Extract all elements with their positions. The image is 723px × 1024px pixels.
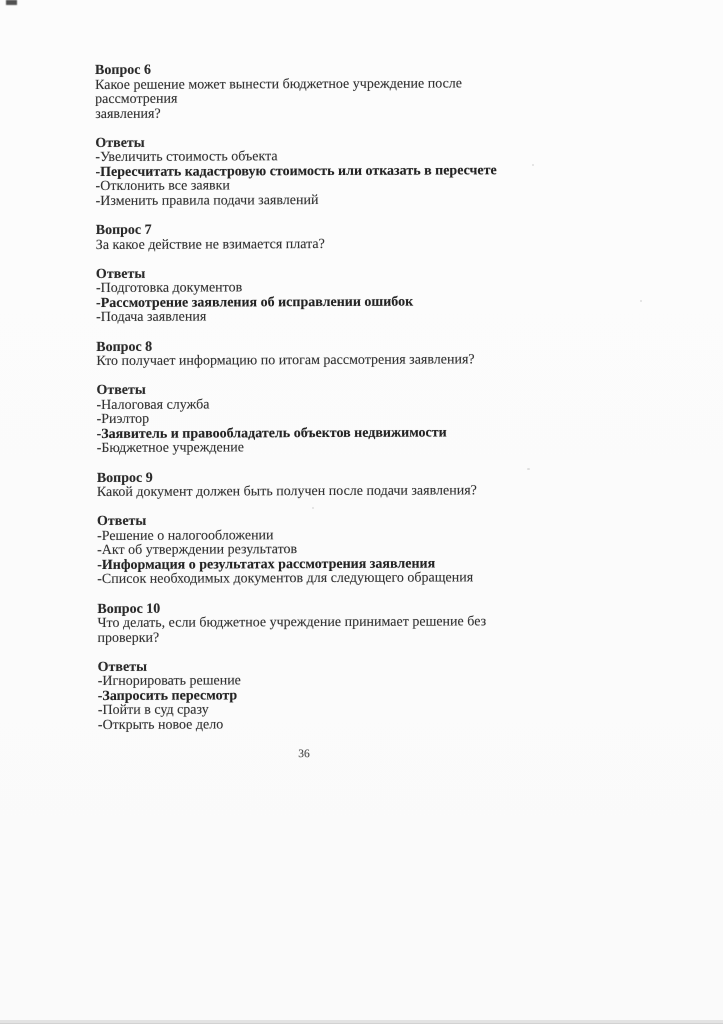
answers-label: Ответы [95, 266, 146, 282]
question-text-line: За какое действие не взимается плата? [95, 236, 325, 253]
answer-option: -Акт об утверждении результатов [97, 542, 298, 558]
answer-option: -Отклонить все заявки [95, 178, 230, 194]
question-heading: Вопрос 7 [95, 222, 152, 238]
answers-label: Ответы [96, 513, 147, 529]
answers-list [96, 397, 520, 457]
answer-option: -Изменить правила подачи заявлений [95, 192, 319, 209]
question-heading: Вопрос 6 [94, 62, 151, 78]
answers-label: Ответы [96, 382, 146, 398]
answers-list [96, 280, 520, 325]
answer-option: -Список необходимых документов для следующего обращения [97, 570, 474, 587]
document-content [95, 62, 522, 762]
question-block [96, 222, 520, 325]
question-heading: Вопрос 10 [97, 601, 161, 617]
question-block [95, 62, 520, 209]
answer-option: -Подача заявления [96, 309, 207, 325]
answer-option-correct: -Запросить пересмотр [97, 687, 238, 704]
page-number: 36 [298, 748, 310, 761]
question-text-line: Какое решение может вынести бюджетное учреждение после рассмотрения [95, 75, 463, 107]
question-block [96, 339, 521, 457]
answer-option: -Риэлтор [96, 411, 150, 427]
scan-bottom-edge-artifact [0, 1020, 723, 1024]
answers-list [98, 673, 522, 733]
answer-option: -Налоговая служба [96, 397, 210, 413]
scan-speck [527, 468, 530, 470]
scan-speck [532, 164, 534, 166]
answer-option: -Бюджетное учреждение [96, 440, 244, 456]
question-text-line: Кто получает информацию по итогам рассмотрения заявления? [96, 352, 475, 369]
question-text-line: Какой документ должен быть получен после подачи заявления? [96, 483, 477, 500]
answer-option-correct: -Заявитель и правообладатель объектов недвижимости [96, 424, 447, 442]
question-block [97, 601, 522, 733]
question-text [97, 484, 521, 500]
answers-list [97, 528, 521, 588]
answer-option-correct: -Информация о результатах рассмотрения заявления [97, 556, 436, 573]
question-text [96, 353, 520, 369]
answer-option: -Увеличить стоимость объекта [95, 149, 278, 165]
questions [95, 62, 522, 733]
question-heading: Вопрос 8 [96, 339, 153, 355]
answer-option-correct: -Рассмотрение заявления об исправлении ошибок [96, 294, 414, 311]
answer-option: -Открыть новое дело [97, 716, 224, 733]
question-heading: Вопрос 9 [96, 470, 153, 486]
answer-option-correct: -Пересчитать кадастровую стоимость или отказать в пересчете [95, 162, 497, 180]
question-text [95, 77, 519, 122]
answer-option: -Решение о налогообложении [97, 527, 274, 544]
question-block [97, 470, 522, 588]
answers-label: Ответы [95, 135, 145, 151]
answer-option: -Пойти в суд сразу [97, 702, 209, 718]
answers-list [95, 149, 519, 209]
question-text [97, 615, 521, 646]
answer-option: -Подготовка документов [95, 280, 243, 296]
scan-corner-artifact [6, 0, 17, 5]
answer-option: -Игнорировать решение [97, 673, 241, 689]
question-text-line: Что делать, если бюджетное учреждение принимает решение без проверки? [97, 614, 487, 646]
scan-speck [640, 300, 642, 302]
answers-label: Ответы [97, 659, 148, 675]
question-text-line: заявления? [95, 106, 161, 122]
